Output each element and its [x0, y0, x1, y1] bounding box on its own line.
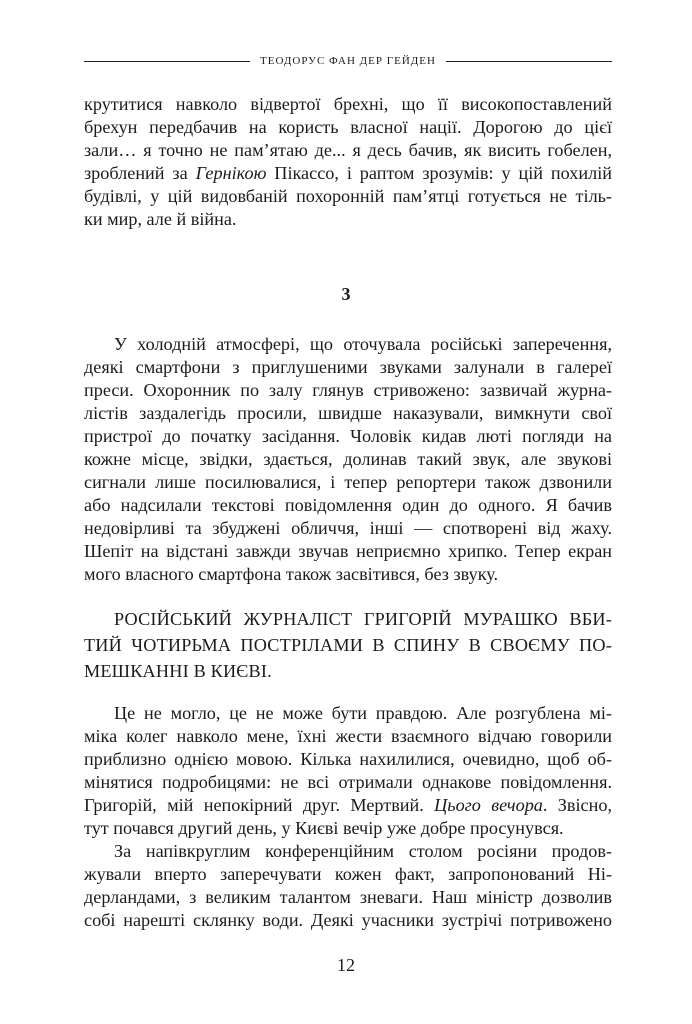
text-line: собі нарешті склянку води. Деякі учасники зустрічі потривожено [84, 910, 612, 930]
section-number: 3 [341, 284, 351, 304]
header-rule-left [84, 61, 250, 62]
headline-line: ТИЙ ЧОТИРЬМА ПОСТРІЛАМИ В СПИНУ В СВОЄМУ ПО- [84, 635, 612, 655]
text-line: За напівкруглим конференційним столом росіяни продов- [114, 841, 612, 861]
text-line: приблизно однією мовою. Кілька нахилилися, очевидно, щоб об- [84, 749, 612, 769]
text-line: крутитися навколо відвертої брехні, що її високопоставлений [84, 94, 612, 114]
text-line: пристрої до початку засідання. Чоловік кидав люті погляди на [84, 426, 612, 446]
text-line: мінятися подробицями: не всі отримали однакове повідомлення. [84, 772, 612, 792]
header-rule-right [446, 61, 612, 62]
paragraph-4 [84, 840, 612, 932]
text-fragment: . Звісно, [542, 795, 612, 815]
text-line: кожне місце, звідки, здається, долинав такий звук, але звукові [84, 449, 612, 469]
text-line: брехун передбачив на користь власної нації. Дорогою до цієї [84, 117, 612, 137]
text-line: будівлі, у цій видовбаній похоронній пам’ятці готується не тіль- [84, 186, 612, 206]
text-line: мого власного смартфона також засвітився, без звуку. [84, 564, 499, 584]
news-headline [84, 606, 612, 684]
headline-line: МЕШКАННІ В КИЄВІ. [84, 661, 272, 681]
paragraph-2 [84, 333, 612, 586]
text-line: недовірливі та збуджені обличчя, інші — спотворені від жаху. [84, 518, 612, 538]
paragraph-3 [84, 702, 612, 840]
running-title: ТЕОДОРУС ФАН ДЕР ГЕЙДЕН [260, 55, 436, 67]
text-line: сигнали лише посилювалися, і тепер репортери також дзвонили [84, 472, 612, 492]
text-line: деякі смартфони з приглушеними звуками залунали в галереї [84, 357, 612, 377]
text-line: жували вперто заперечувати кожен факт, запропонований Ні- [84, 864, 612, 884]
text-fragment: зроблений за [84, 163, 196, 183]
text-line [84, 794, 612, 817]
text-line: зали… я точно не пам’ятаю де... я десь бачив, як висить гобелен, [84, 140, 612, 160]
paragraph-1 [84, 93, 612, 231]
text-line: Шепіт на відстані завжди звучав неприємно хрипко. Тепер екран [84, 541, 612, 561]
text-line: ки мир, але й війна. [84, 209, 237, 229]
text-line: або надсилали текстові повідомлення один до одного. Я бачив [84, 495, 612, 515]
text-line: преси. Охоронник по залу глянув стривожено: зазвичай журна- [84, 380, 612, 400]
text-line: У холодній атмосфері, що оточувала російські заперечення, [114, 334, 612, 354]
artwork-title: Гернікою [195, 163, 267, 183]
text-line: дерландами, з великим талантом зневаги. Наш міністр дозволив [84, 887, 612, 907]
text-line: лістів заздалегідь просили, швидше наказували, вимкнути свої [84, 403, 612, 423]
text-fragment: Пікассо, і раптом зрозумів: у цій похилій [266, 163, 612, 183]
running-header [84, 51, 612, 71]
text-line: Це не могло, це не може бути правдою. Але розгублена мі- [114, 703, 612, 723]
emphasis: Цього вечора [434, 795, 543, 815]
text-line: міка колег навколо мене, їхні жести взаємного відчаю говорили [84, 726, 612, 746]
text-fragment: Григорій, мій непокірний друг. Мертвий. [84, 795, 435, 815]
text-line [84, 162, 612, 185]
page-number: 12 [337, 955, 355, 975]
text-line: тут почався другий день, у Києві вечір уже добре просунувся. [84, 818, 564, 838]
headline-line: РОСІЙСЬКИЙ ЖУРНАЛІСТ ГРИГОРІЙ МУРАШКО ВБИ- [114, 609, 612, 629]
